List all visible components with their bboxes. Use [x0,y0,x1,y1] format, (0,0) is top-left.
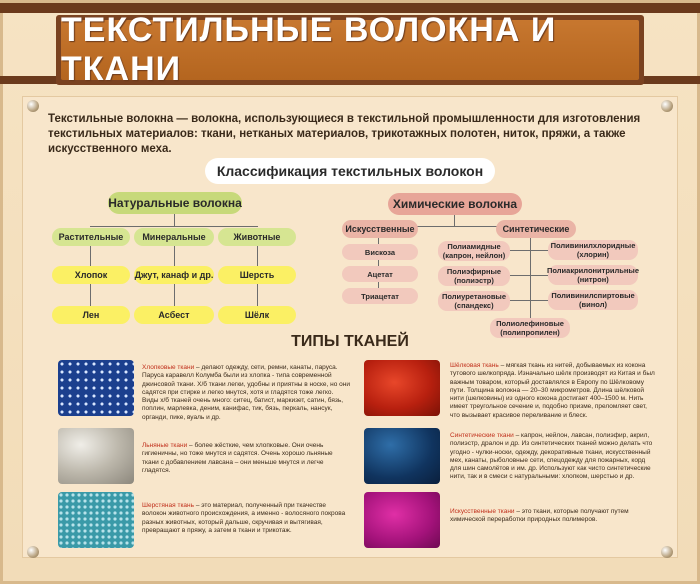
chemical-item: Полиамидные (капрон, нейлон) [438,241,510,261]
fabric-name: Шёлковая ткань [450,362,499,369]
title-banner [56,11,644,88]
artificial-fabric-image [364,492,440,548]
natural-item: Хлопок [52,266,130,284]
chemical-item: Ацетат [342,266,418,282]
fabric-name: Льняные ткани [142,442,188,449]
fabric-description-synthetic: Синтетические ткани – капрон, нейлон, лавсан, полиэфир, акрил, полиэстр, дралон и др. Из синтетических тканей можно делать что угодно - чулки-носки, одежду, декоративные ткани, искусственный мех, канаты, рыболовные сети, спецодежду для пожарных, корд для шин самолётов и им. др. Используют как чисто синтетические нити, так и в смеси с натуральными: хлопком, шерстью и др. [450,432,653,481]
screw-icon [27,546,39,558]
fabric-description-artificial: Искусственные ткани – это ткани, которые получают путем химической переработки природных полимеров. [450,508,629,524]
fabric-name: Синтетические ткани [450,432,514,439]
fabric-description-cotton: Хлопковые ткани – делают одежду, сети, ремни, канаты, паруса. Паруса каравелл Колумба были из хлопка - типа современной джинсовой ткани. Х/б ткани легки, удобны и приятны в носке, но они садятся при стирке и легко мнутся, хотя и гладятся тоже легко. Виды х/б тканей очень много: ситец, батист, маркизет, сатин, бязь, поплин, марлевка, деним, канифас, тик, бязь, перкаль, нансук, органди, пике, вуаль и др. [142,364,350,421]
fabric-name: Хлопковые ткани [142,364,195,371]
natural-item: Шерсть [218,266,296,284]
silk-fabric-image [364,360,440,416]
intro-text: Текстильные волокна — волокна, использующиеся в текстильной промышленности для изготовления текстильных материалов: ткани, нетканых материалов, трикотажных полотен, ниток, пряжи, а также искусственного меха. [48,113,641,155]
connector-line [508,300,552,301]
chemical-item: Полиолефиновые (полипропилен) [490,318,570,338]
connector-line [90,226,258,227]
chemical-item: Полиакрилонитрильные (нитрон) [547,266,640,284]
connector-line [508,275,552,276]
classification-title: Классификация текстильных волокон [205,158,495,184]
chemical-item: Вискоза [342,244,418,260]
natural-fibres-heading: Натуральные волокна [108,192,242,214]
screw-icon [661,546,673,558]
fabric-name: Искусственные ткани [450,508,515,515]
natural-item: Лен [52,306,130,324]
connector-line [454,214,455,226]
natural-group-animal: Животные [218,228,296,246]
chemical-fibres-heading: Химические волокна [388,193,522,215]
cotton-fabric-image [58,360,134,416]
linen-fabric-image [58,428,134,484]
chemical-item: Полиэфирные (полиэстр) [438,266,510,286]
natural-item: Шёлк [218,306,296,324]
screw-icon [661,100,673,112]
natural-group-plant: Растительные [52,228,130,246]
natural-group-mineral: Минеральные [134,228,214,246]
fabric-description-wool: Шерстяная ткань – это материал, полученный при ткачестве волокон животного происхождения, а именно - волосяного покрова разных животных, который дальше, скручивая и вытягивая, превращают в пряжу, а затем в ткани и трикотаж. [142,502,346,534]
chemical-item: Поливинилхлоридные (хлорин) [548,240,638,260]
synthetic-fabric-image [364,428,440,484]
chemical-group-artificial: Искусственные [342,220,418,238]
fabric-types-title: ТИПЫ ТКАНЕЙ [291,333,409,350]
natural-item: Асбест [134,306,214,324]
fabric-description-silk: Шёлковая ткань – мягкая ткань из нитей, добываемых из кокона тутового шелкопряда. Изначально шёлк производят из Китая и был важным товаром, который доставлялся в Европу по Шёлковому пути. Толщина волокна — 20–30 микрометров. Длина шёлковой нити (шелковины) из одного кокона достигает 400–1500 м. Нить имеет треугольное сечение и, подобно призме, преломляет свет, что вызывает красивое переливание и блеск. [450,362,655,419]
wool-fabric-image [58,492,134,548]
chemical-item: Поливинилспиртовые (винол) [548,290,638,310]
natural-item: Джут, канаф и др. [134,266,214,284]
chemical-item: Полиуретановые (спандекс) [438,291,510,311]
fabric-name: Шерстяная ткань [142,502,195,509]
chemical-item: Триацетат [342,288,418,304]
connector-line [174,214,175,226]
fabric-description-linen: Льняные ткани – более жёсткие, чем хлопковые. Они очень гигиеничны, но тоже мнутся и садятся. Очень хорошо льняные ткани с добавлением лавсана – они меньше мнутся и легче гладятся. [142,442,333,474]
connector-line [508,250,552,251]
chemical-group-synthetic: Синтетические [496,220,576,238]
screw-icon [27,100,39,112]
page-title: ТЕКСТИЛЬНЫЕ ВОЛОКНА И ТКАНИ [61,11,557,88]
